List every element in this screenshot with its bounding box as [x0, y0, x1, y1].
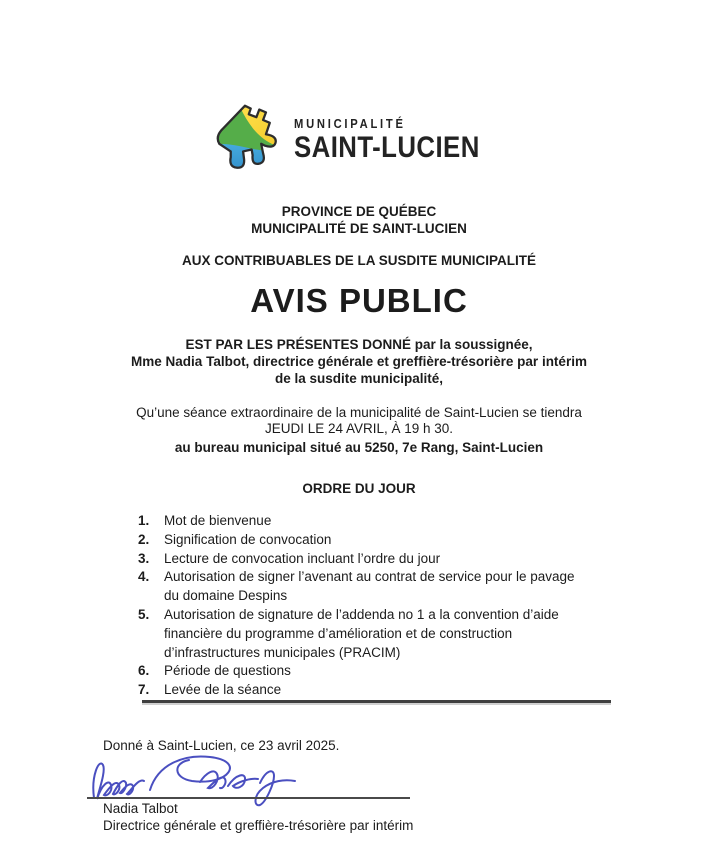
agenda-item-6 [138, 662, 624, 681]
agenda-item-text: Autorisation de signer l’avenant au contrat de service pour le pavage [164, 569, 575, 585]
logo-saint-lucien-label: SAINT-LUCIEN [294, 131, 480, 164]
agenda-item-number: 4. [138, 569, 150, 585]
agenda-item-text: d’infrastructures municipales (PRACIM) [164, 644, 401, 660]
agenda-item-number: 3. [138, 550, 150, 566]
agenda-item-number: 7. [138, 682, 150, 698]
intro-line-1: EST PAR LES PRÉSENTES DONNÉ par la soussignée, [185, 337, 533, 352]
agenda-item-number [138, 587, 164, 606]
agenda-item-text: Signification de convocation [164, 531, 332, 547]
signature-rule [87, 797, 410, 799]
agenda-item-text: Levée de la séance [164, 682, 282, 698]
meeting-location: au bureau municipal situé au 5250, 7e Rang, Saint-Lucien [174, 440, 544, 455]
agenda-item-5 [138, 606, 624, 625]
municipality-line: MUNICIPALITÉ DE SAINT-LUCIEN [251, 221, 467, 236]
agenda-item-1 [138, 512, 624, 531]
addressee-line: AUX CONTRIBUABLES DE LA SUSDITE MUNICIPALITÉ [181, 253, 536, 268]
municipality-logo [0, 100, 718, 180]
agenda-item-number: 5. [138, 606, 150, 622]
agenda-item-number: 6. [138, 663, 150, 679]
agenda-divider-rule [142, 700, 611, 703]
meeting-line-1: Qu’une séance extraordinaire de la municipalité de Saint-Lucien se tiendra [136, 405, 582, 420]
agenda-item-5-continued [138, 644, 624, 663]
agenda-item-2 [138, 531, 624, 550]
agenda-item-text: Période de questions [164, 663, 291, 679]
logo-municipalite-label: MUNICIPALITÉ [294, 116, 406, 131]
dateline: Donné à Saint-Lucien, ce 23 avril 2025. [103, 738, 340, 753]
agenda-list [138, 512, 624, 700]
meeting-line-2: JEUDI LE 24 AVRIL, À 19 h 30. [264, 421, 454, 436]
agenda-item-number [138, 625, 164, 644]
province-line: PROVINCE DE QUÉBEC [281, 204, 437, 219]
agenda-item-text: Mot de bienvenue [164, 513, 272, 528]
agenda-item-text: Autorisation de signature de l’addenda no 1 a la convention d’aide [164, 606, 559, 622]
signatory-name: Nadia Talbot [103, 801, 178, 816]
handwritten-signature [88, 750, 303, 808]
intro-line-3: de la susdite municipalité, [274, 371, 444, 386]
saint-lucien-territory-icon [208, 100, 282, 180]
logo-wordmark [294, 116, 480, 164]
agenda-item-number: 2. [138, 531, 150, 547]
agenda-item-text: Lecture de convocation incluant l’ordre du jour [164, 550, 441, 566]
notice-title: AVIS PUBLIC [250, 282, 468, 319]
agenda-item-5-continued [138, 625, 624, 644]
agenda-item-number [138, 644, 164, 663]
signatory-title: Directrice générale et greffière-trésorière par intérim [103, 818, 414, 833]
agenda-heading: ORDRE DU JOUR [302, 481, 416, 496]
agenda-item-text: financière du programme d’amélioration et de construction [164, 625, 513, 641]
agenda-item-7 [138, 681, 624, 700]
agenda-item-4 [138, 568, 624, 587]
agenda-item-text: du domaine Despins [164, 588, 288, 604]
agenda-item-4-continued [138, 587, 624, 606]
agenda-item-number: 1. [138, 513, 150, 528]
intro-line-2: Mme Nadia Talbot, directrice générale et greffière-trésorière par intérim [131, 354, 587, 369]
agenda-item-3 [138, 550, 624, 569]
